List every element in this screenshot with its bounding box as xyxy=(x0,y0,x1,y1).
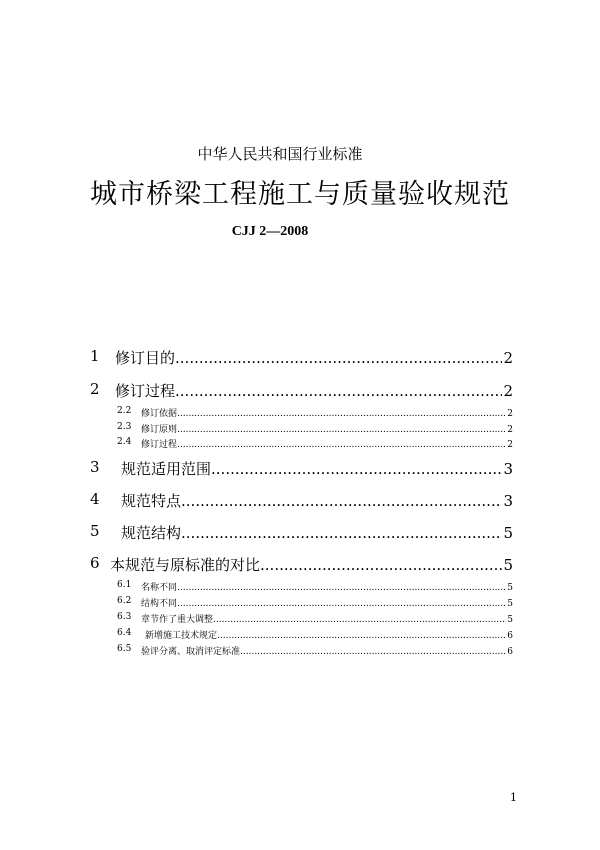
toc-entry-number: 1 xyxy=(90,347,100,365)
toc-entry-title: 修订过程 xyxy=(115,382,176,400)
toc-entry-page: 5 xyxy=(503,556,513,574)
dot-leader xyxy=(175,349,502,367)
toc-entry-page: 6 xyxy=(507,631,513,641)
dot-leader xyxy=(213,615,506,625)
toc-entry-title: 修订原则 xyxy=(141,425,178,435)
toc-entry-title: 名称不同 xyxy=(141,583,178,593)
toc-entry-number: 2.2 xyxy=(117,406,132,416)
page-number: 1 xyxy=(510,791,517,804)
dot-leader xyxy=(177,409,506,419)
toc-entry-number: 2.3 xyxy=(117,422,132,432)
toc-entry-number: 6.1 xyxy=(117,580,132,590)
toc-entry-title: 新增施工技术规定 xyxy=(145,631,218,641)
dot-leader xyxy=(177,583,506,593)
toc-entry-page: 2 xyxy=(507,440,513,450)
toc-entry-title: 本规范与原标准的对比 xyxy=(110,556,261,574)
toc-entry-title: 章节作了重大调整 xyxy=(141,615,214,625)
toc-entry-number: 6.5 xyxy=(117,644,132,654)
standard-code: CJJ 2—2008 xyxy=(231,224,309,239)
dot-leader xyxy=(177,599,506,609)
toc-entry-title: 修订过程 xyxy=(141,440,178,450)
toc-entry-number: 3 xyxy=(90,458,100,476)
toc-entry-title: 修订依据 xyxy=(141,409,178,419)
dot-leader xyxy=(181,524,502,542)
toc-entry-page: 3 xyxy=(503,492,513,510)
toc-entry-page: 3 xyxy=(503,460,513,478)
toc-entry-page: 5 xyxy=(507,599,513,609)
toc-entry-number: 4 xyxy=(90,490,100,508)
toc-entry-title: 验评分离、取消评定标准 xyxy=(141,647,241,657)
toc-entry-title: 规范特点 xyxy=(121,492,182,510)
toc-entry-page: 2 xyxy=(503,382,513,400)
dot-leader xyxy=(177,425,506,435)
dot-leader xyxy=(217,631,506,641)
dot-leader xyxy=(240,647,506,657)
toc-entry-title: 规范结构 xyxy=(121,524,182,542)
toc-entry-page: 6 xyxy=(507,647,513,657)
toc-entry-page: 5 xyxy=(507,583,513,593)
dot-leader xyxy=(177,440,506,450)
toc-entry-title: 修订目的 xyxy=(115,349,176,367)
toc-entry-page: 2 xyxy=(507,409,513,419)
toc-entry-number: 6.3 xyxy=(117,612,132,622)
dot-leader xyxy=(181,492,502,510)
toc-entry-page: 2 xyxy=(507,425,513,435)
toc-entry-number: 5 xyxy=(90,522,100,540)
toc-entry-number: 2.4 xyxy=(117,437,132,447)
document-title: 城市桥梁工程施工与质量验收规范 xyxy=(90,179,510,210)
toc-entry-number: 2 xyxy=(90,380,100,398)
toc-entry-number: 6.2 xyxy=(117,596,132,606)
dot-leader xyxy=(211,460,502,478)
dot-leader xyxy=(260,556,502,574)
toc-entry-page: 5 xyxy=(507,615,513,625)
dot-leader xyxy=(175,382,502,400)
toc-entry-title: 结构不同 xyxy=(141,599,178,609)
toc-entry-page: 5 xyxy=(503,524,513,542)
toc-entry-page: 2 xyxy=(503,349,513,367)
toc-entry-number: 6.4 xyxy=(117,628,132,638)
toc-entry-title: 规范适用范围 xyxy=(121,460,212,478)
toc-entry-number: 6 xyxy=(90,554,100,572)
standard-type-heading: 中华人民共和国行业标准 xyxy=(197,145,363,163)
